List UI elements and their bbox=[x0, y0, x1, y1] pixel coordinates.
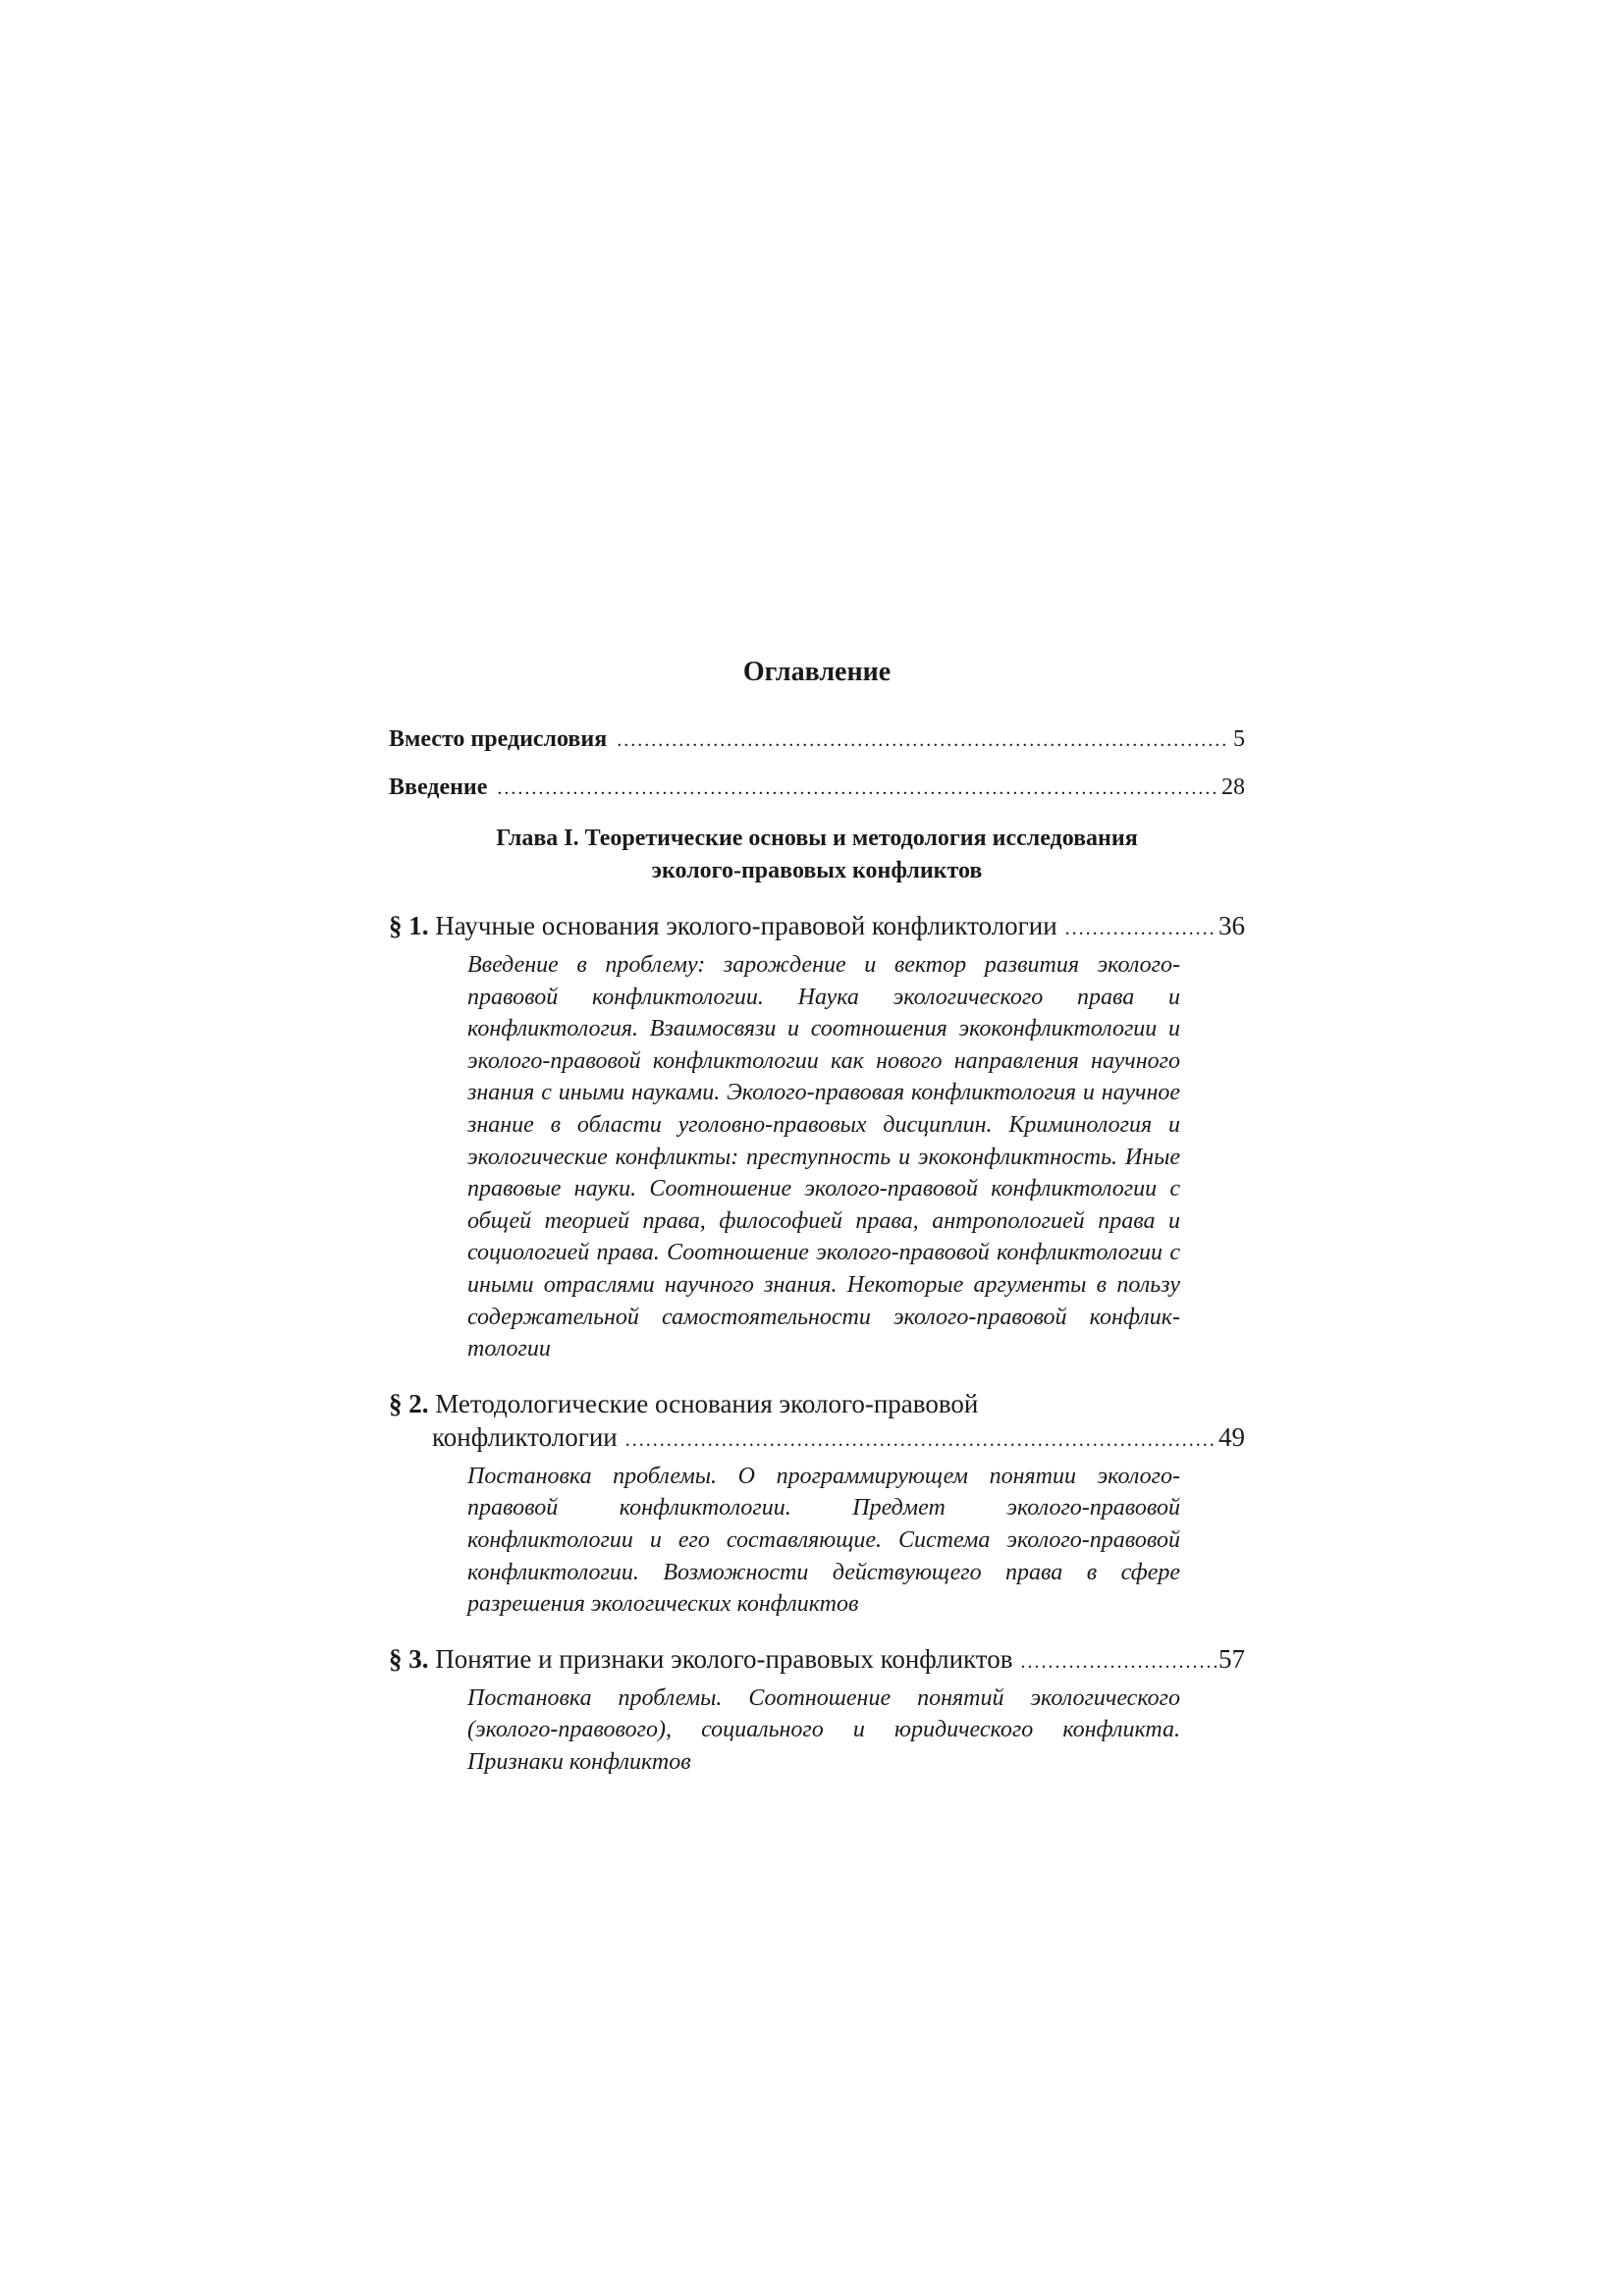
dot-leader bbox=[625, 1420, 1217, 1457]
toc-page-number: 49 bbox=[1218, 1421, 1245, 1452]
section-title-continuation: конфликтологии bbox=[432, 1421, 618, 1452]
dot-leader bbox=[617, 722, 1229, 757]
dot-leader bbox=[1065, 909, 1217, 945]
section-heading[interactable] bbox=[389, 1642, 1245, 1679]
section-number: § 3. bbox=[389, 1643, 429, 1674]
toc-entry-introduction[interactable] bbox=[389, 771, 1245, 805]
toc-entry-preface[interactable] bbox=[389, 722, 1245, 757]
toc-section-2 bbox=[389, 1387, 1245, 1621]
chapter-heading bbox=[389, 823, 1245, 887]
section-summary: Постановка проблемы. Соотношение понятий экологического (эколого-правового), социального и юридического конфликта. Признаки конфликтов bbox=[467, 1684, 1180, 1775]
chapter-heading-line: эколого-правовых конфликтов bbox=[651, 858, 983, 883]
toc-page-number: 36 bbox=[1218, 911, 1245, 940]
table-of-contents bbox=[389, 656, 1245, 1799]
section-summary: Постановка проблемы. О программирующем понятии эколого-правовой конфликтологии. Предмет эколого-правовой конфликтологии и его составляющие. Система эколого-правовой конфликтологии. Возможности действующего права в сфере разрешения экологических конфликтов bbox=[467, 1463, 1180, 1618]
section-heading[interactable] bbox=[389, 1387, 1245, 1457]
chapter-heading-line: Глава I. Теоретические основы и методология исследования bbox=[496, 826, 1138, 851]
section-title: Методологические основания эколого-правовой bbox=[435, 1388, 979, 1418]
toc-entry-label: Введение bbox=[389, 774, 488, 800]
toc-page-number: 5 bbox=[1233, 726, 1245, 752]
section-title: Научные основания эколого-правовой конфликтологии bbox=[435, 911, 1057, 940]
section-number: § 1. bbox=[389, 911, 429, 940]
toc-section-1 bbox=[389, 909, 1245, 1365]
dot-leader bbox=[1021, 1642, 1217, 1679]
toc-page-number: 57 bbox=[1218, 1643, 1245, 1674]
toc-section-3 bbox=[389, 1642, 1245, 1779]
page-title: Оглавление bbox=[742, 657, 892, 687]
dot-leader bbox=[497, 771, 1217, 805]
toc-page-number: 28 bbox=[1221, 774, 1245, 800]
toc-entry-label: Вместо предисловия bbox=[389, 726, 608, 752]
section-number: § 2. bbox=[389, 1388, 429, 1418]
section-summary: Введение в проблему: зарождение и вектор развития эколого-правовой конфликтологии. Наука экологического права и конфликтология. Взаимосвязи и соотношения экоконфликтологии и эколого-правовой конфликтологии как нового направления научного знания с иными науками. Эколого-правовая конфликтология и научное знание в области уголовно-правовых дисциплин. Криминология и экологические конфликты: преступность и экоконфликтность. Иные правовые науки. Соотношение эколого-правовой конфликтологии с общей теорией права, философией права, антропологией права и социологией права. Соотношение эколого-правовой конфликтологии с иными отраслями научного знания. Некоторые аргументы в пользу содержательной самостоятельности эколого-правовой конфликтологии bbox=[467, 952, 1180, 1362]
section-heading[interactable] bbox=[389, 909, 1245, 945]
section-title: Понятие и признаки эколого-правовых конфликтов bbox=[435, 1643, 1013, 1674]
